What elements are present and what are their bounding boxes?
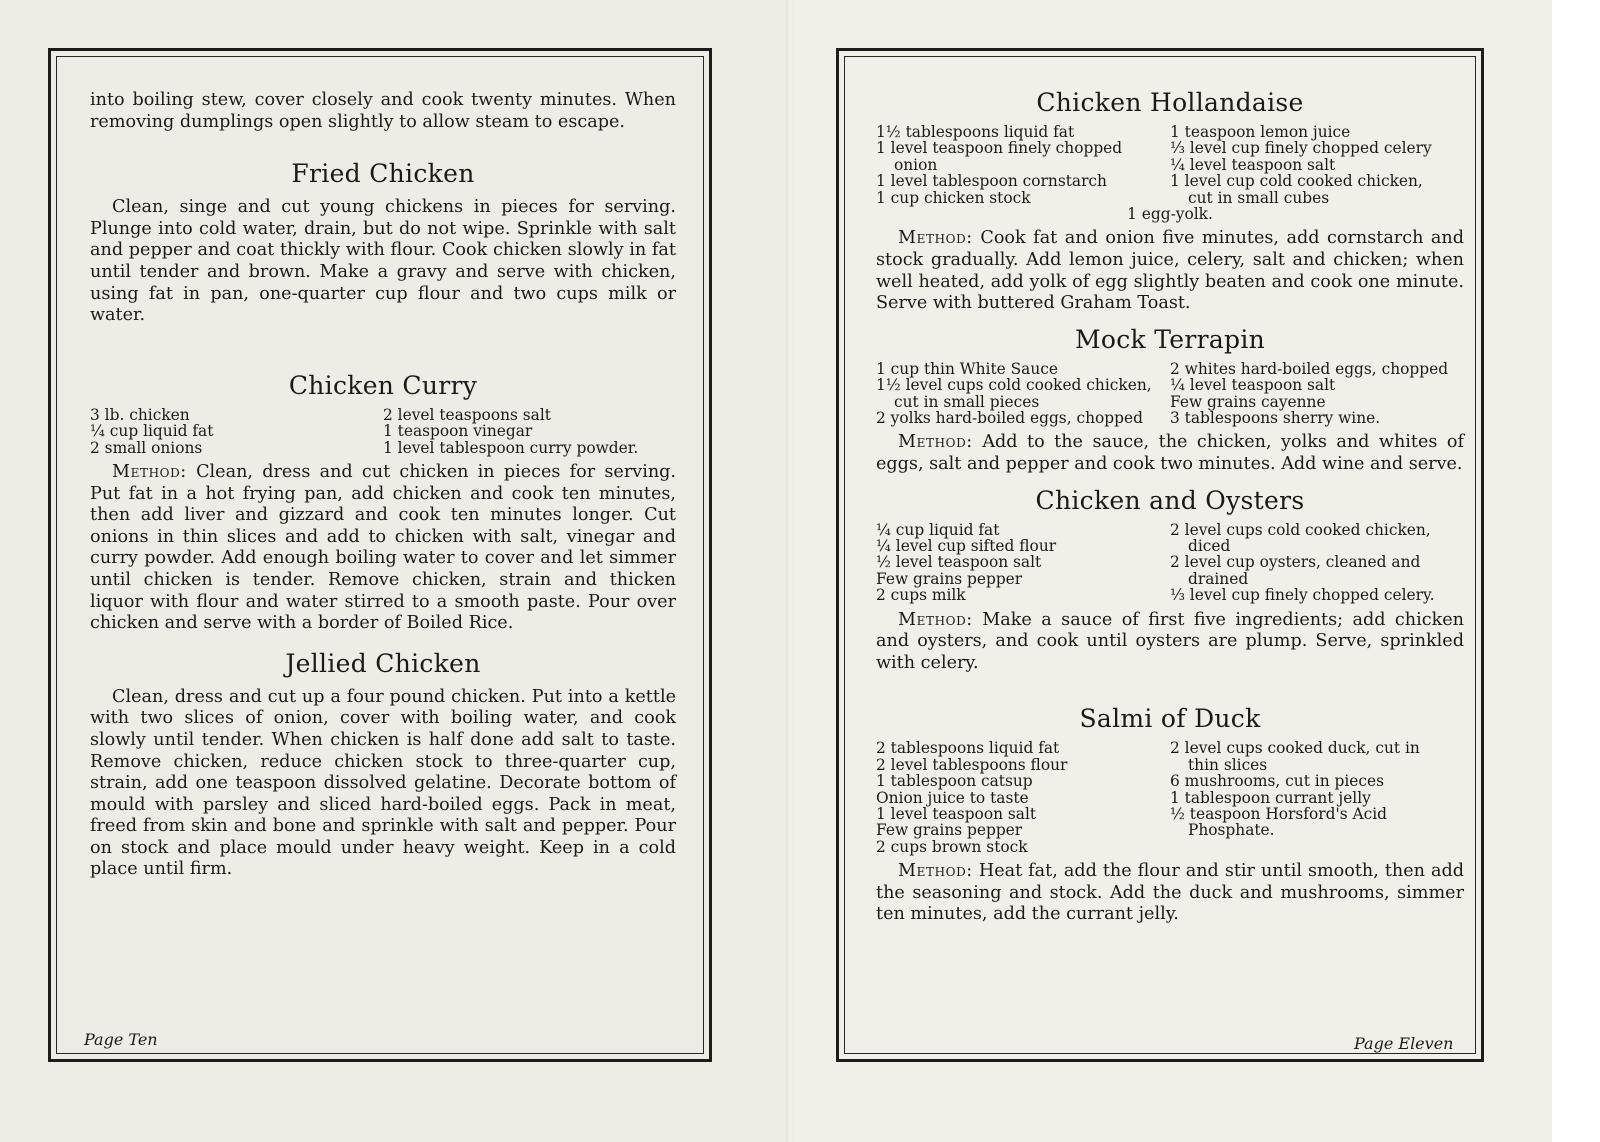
ingredient: 2 level cups cooked duck, cut in xyxy=(1170,739,1420,758)
ingredients-left-column xyxy=(876,124,1170,206)
ingredient-continuation: cut in small pieces xyxy=(894,392,1040,411)
ingredients-mock-terrapin xyxy=(876,361,1464,427)
ingredient: 3 tablespoons sherry wine. xyxy=(1170,409,1381,428)
method-label: Method: xyxy=(898,228,973,249)
ingredient: 1½ tablespoons liquid fat xyxy=(876,123,1075,141)
ingredient: ½ level teaspoon salt xyxy=(876,553,1042,572)
ingredient: Few grains cayenne xyxy=(1170,392,1326,411)
ingredient: 6 mushrooms, cut in pieces xyxy=(1170,772,1385,791)
ingredient-continuation: diced xyxy=(1188,537,1231,556)
ingredient-continuation: onion xyxy=(894,155,938,174)
ingredient: 2 level cups cold cooked chicken, xyxy=(1170,520,1431,539)
ingredient: 1 level tablespoon cornstarch xyxy=(876,172,1107,191)
ingredient: ¼ cup liquid fat xyxy=(876,520,1000,539)
ingredient-continuation: Phosphate. xyxy=(1188,821,1275,840)
method-label: Method: xyxy=(898,432,973,453)
ingredient: ¼ level teaspoon salt xyxy=(1170,376,1336,395)
ingredient: 2 cups brown stock xyxy=(876,837,1028,856)
page-number-right: Page Eleven xyxy=(1354,1034,1454,1053)
method-text: Add to the sauce, the chicken, yolks and whites of eggs, salt and pepper and cook two minutes. Add wine and serve. xyxy=(876,432,1465,475)
ingredient: ⅓ level cup finely chopped celery. xyxy=(1170,586,1435,605)
ingredient: 2 level tablespoons flour xyxy=(876,755,1068,774)
ingredients-salmi-of-duck xyxy=(876,740,1464,855)
ingredient: 1 tablespoon catsup xyxy=(876,772,1033,791)
ingredients-left-column xyxy=(876,522,1170,604)
method-label: Method: xyxy=(898,861,973,882)
ingredient: 1 level tablespoon curry powder. xyxy=(383,438,639,457)
ingredient: 1 level teaspoon salt xyxy=(876,805,1037,824)
recipe-title-fried-chicken: Fried Chicken xyxy=(291,159,475,189)
ingredient-centered: 1 egg-yolk. xyxy=(1127,205,1213,224)
recipe-title-chicken-and-oysters: Chicken and Oysters xyxy=(1035,485,1305,515)
ingredient: Onion juice to taste xyxy=(876,788,1029,807)
ingredient: 1½ level cups cold cooked chicken, xyxy=(876,376,1152,395)
method-text: Make a sauce of first five ingredients; add chicken and oysters, and cook until oysters are plump. Serve, sprinkled with celery. xyxy=(876,609,1465,673)
method-label: Method: xyxy=(898,609,973,630)
ingredients-right-column xyxy=(1170,740,1464,855)
ingredients-right-column xyxy=(1170,124,1464,206)
ingredient: ½ teaspoon Horsford's Acid xyxy=(1170,805,1388,824)
ingredients-chicken-and-oysters xyxy=(876,522,1464,604)
method-chicken-and-oysters xyxy=(876,610,1464,675)
method-text: Heat fat, add the flour and stir until smooth, then add the seasoning and stock. Add the duck and mushrooms, simmer ten minutes, add the currant jelly. xyxy=(876,861,1465,925)
ingredient: 2 level teaspoons salt xyxy=(383,405,551,424)
scan-edge xyxy=(1552,0,1600,1142)
recipe-body-fried-chicken: Clean, singe and cut young chickens in pieces for serving. Plunge into cold water, drain, but do not wipe. Sprinkle with salt and pepper and coat thickly with flour. Cook chicken slowly in fat until tender and brown. Make a gravy and serve with chicken, using fat in pan, one-quarter cup flour and two cups milk or water. xyxy=(90,197,676,326)
method-mock-terrapin xyxy=(876,432,1464,475)
ingredient: 2 tablespoons liquid fat xyxy=(876,739,1060,758)
ingredient: 1 level cup cold cooked chicken, xyxy=(1170,172,1423,191)
ingredient: ¼ level cup sifted flour xyxy=(876,537,1057,556)
ingredient: Few grains pepper xyxy=(876,569,1023,588)
ingredients-left-column xyxy=(876,361,1170,427)
method-label: Method: xyxy=(112,461,187,482)
ingredient: 3 lb. chicken xyxy=(90,405,190,424)
ingredient: 2 yolks hard-boiled eggs, chopped xyxy=(876,409,1143,428)
ingredient: ⅓ level cup finely chopped celery xyxy=(1170,139,1432,158)
ingredient: 1 cup chicken stock xyxy=(876,188,1031,207)
ingredient: Few grains pepper xyxy=(876,821,1023,840)
ingredient: 1 teaspoon vinegar xyxy=(383,422,533,441)
recipe-body-jellied-chicken: Clean, dress and cut up a four pound chicken. Put into a kettle with two slices of onion, cover with boiling water, and cook slowly until tender. When chicken is half done add salt to taste. Remove chicken, reduce chicken stock to three-quarter cup, strain, add one teaspoon dissolved gelatine. Decorate bottom of mould with parsley and sliced hard-boiled eggs. Pack in meat, freed from skin and bone and sprinkle with salt and pepper. Pour on stock and place mould under heavy weight. Keep in a cold place until firm. xyxy=(90,686,676,880)
ingredients-right-column xyxy=(1170,522,1464,604)
ingredients-left-column xyxy=(90,407,383,456)
recipe-title-salmi-of-duck: Salmi of Duck xyxy=(1079,704,1261,734)
left-page-content xyxy=(90,90,676,881)
intro-continuation: into boiling stew, cover closely and cook twenty minutes. When removing dumplings open slightly to allow steam to escape. xyxy=(90,90,676,132)
ingredients-right-column xyxy=(383,407,676,456)
ingredient: ¼ cup liquid fat xyxy=(90,422,214,441)
ingredient: 2 small onions xyxy=(90,438,203,457)
ingredient: 1 tablespoon currant jelly xyxy=(1170,788,1371,807)
method-chicken-curry xyxy=(90,462,676,635)
page-fold xyxy=(786,0,794,1142)
ingredients-chicken-hollandaise xyxy=(876,124,1464,206)
ingredient: 1 cup thin White Sauce xyxy=(876,359,1058,378)
ingredient-continuation: cut in small cubes xyxy=(1188,188,1330,207)
method-text: Clean, dress and cut chicken in pieces for serving. Put fat in a hot frying pan, add chicken and cook ten minutes, then add liver and gizzard and cook ten minutes longer. Cut onions in thin slices and add to chicken with salt, vinegar and curry powder. Add enough boiling water to cover and let simmer until chicken is tender. Remove chicken, strain and thicken liquor with flour and water stirred to a smooth paste. Pour over chicken and serve with a border of Boiled Rice. xyxy=(90,461,677,634)
recipe-title-chicken-curry: Chicken Curry xyxy=(288,370,478,400)
method-salmi-of-duck xyxy=(876,861,1464,926)
right-page-content xyxy=(876,88,1464,926)
ingredient-continuation: drained xyxy=(1188,569,1249,588)
recipe-title-mock-terrapin: Mock Terrapin xyxy=(1074,324,1266,354)
ingredient-continuation: thin slices xyxy=(1188,755,1268,774)
ingredient: 2 cups milk xyxy=(876,586,966,605)
ingredient: 1 teaspoon lemon juice xyxy=(1170,123,1351,141)
page-number-left: Page Ten xyxy=(84,1030,158,1049)
ingredients-chicken-curry xyxy=(90,407,676,456)
method-chicken-hollandaise xyxy=(876,228,1464,314)
ingredient: 2 whites hard-boiled eggs, chopped xyxy=(1170,359,1449,378)
method-text: Cook fat and onion five minutes, add cornstarch and stock gradually. Add lemon juice, celery, salt and chicken; when well heated, add yolk of egg slightly beaten and cook one minute. Serve with buttered Graham Toast. xyxy=(876,228,1464,314)
ingredients-left-column xyxy=(876,740,1170,855)
ingredients-right-column xyxy=(1170,361,1464,427)
ingredient: ¼ level teaspoon salt xyxy=(1170,155,1336,174)
recipe-title-jellied-chicken: Jellied Chicken xyxy=(285,648,481,678)
ingredient: 2 level cup oysters, cleaned and xyxy=(1170,553,1421,572)
ingredient: 1 level teaspoon finely chopped xyxy=(876,139,1123,158)
recipe-title-chicken-hollandaise: Chicken Hollandaise xyxy=(1036,88,1304,117)
